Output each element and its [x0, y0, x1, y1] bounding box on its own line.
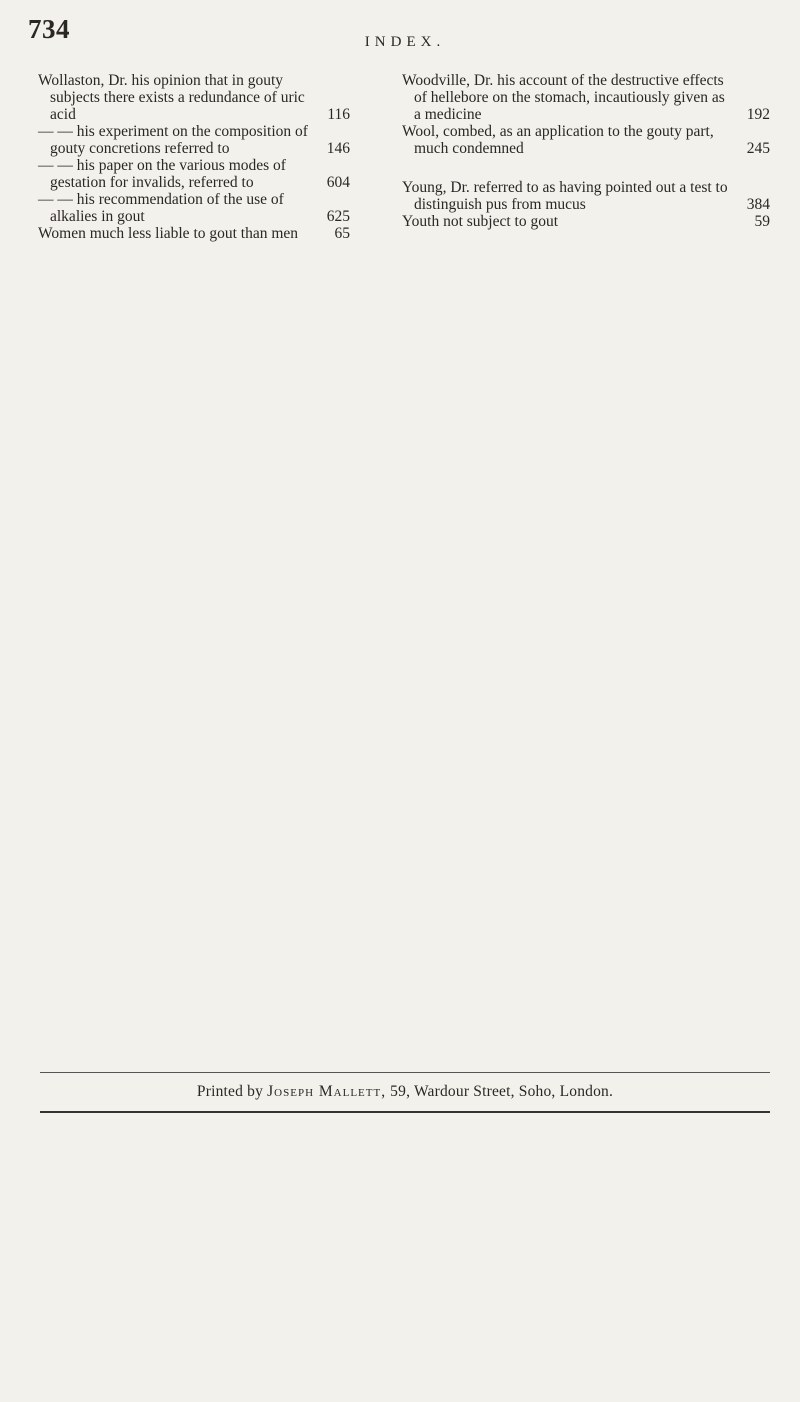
imprint-text	[40, 1083, 770, 1101]
entry-page: 625	[326, 208, 350, 225]
index-entry	[38, 157, 350, 191]
entry-page: 384	[746, 196, 770, 213]
index-entry	[38, 225, 350, 242]
divider	[40, 1072, 770, 1073]
divider	[40, 1111, 770, 1113]
entry-text: — — his recommendation of the use of alkalies in gout	[38, 191, 284, 225]
entry-text: Wollaston, Dr. his opinion that in gouty subjects there exists a redundance of uric acid	[38, 72, 305, 123]
index-entry	[402, 213, 770, 230]
printer-name: Joseph Mallett,	[267, 1083, 387, 1100]
entry-page: 65	[334, 225, 350, 242]
printer-imprint	[40, 1072, 770, 1113]
entry-page: 192	[746, 106, 770, 123]
entry-text: Young, Dr. referred to as having pointed out a test to distinguish pus from mucus	[402, 179, 728, 213]
entry-text: Women much less liable to gout than men	[38, 225, 299, 242]
entry-page: 116	[327, 106, 350, 123]
entry-text: Woodville, Dr. his account of the destructive effects of hellebore on the stomach, incautiously given as a medicine	[402, 72, 725, 123]
running-head: INDEX.	[364, 34, 446, 50]
index-entry	[402, 179, 770, 213]
index-entry	[38, 72, 350, 123]
entry-text: — — his paper on the various modes of gestation for invalids, referred to	[38, 157, 286, 191]
entry-text: Wool, combed, as an application to the gouty part, much condemned	[402, 123, 714, 157]
printer-address: 59, Wardour Street, Soho, London.	[390, 1083, 614, 1100]
entry-text: Youth not subject to gout	[402, 213, 559, 230]
entry-page: 604	[326, 174, 350, 191]
entry-text: — — his experiment on the composition of gouty concretions referred to	[38, 123, 308, 157]
index-entry	[38, 191, 350, 225]
entry-page: 146	[326, 140, 350, 157]
index-entry	[38, 123, 350, 157]
index-entry	[402, 123, 770, 157]
index-entry	[402, 72, 770, 123]
page-number: 734	[28, 14, 70, 44]
imprint-prefix: Printed by	[196, 1083, 264, 1100]
right-column	[402, 72, 770, 230]
entry-page: 59	[754, 213, 770, 230]
left-column	[38, 72, 350, 242]
entry-page: 245	[746, 140, 770, 157]
